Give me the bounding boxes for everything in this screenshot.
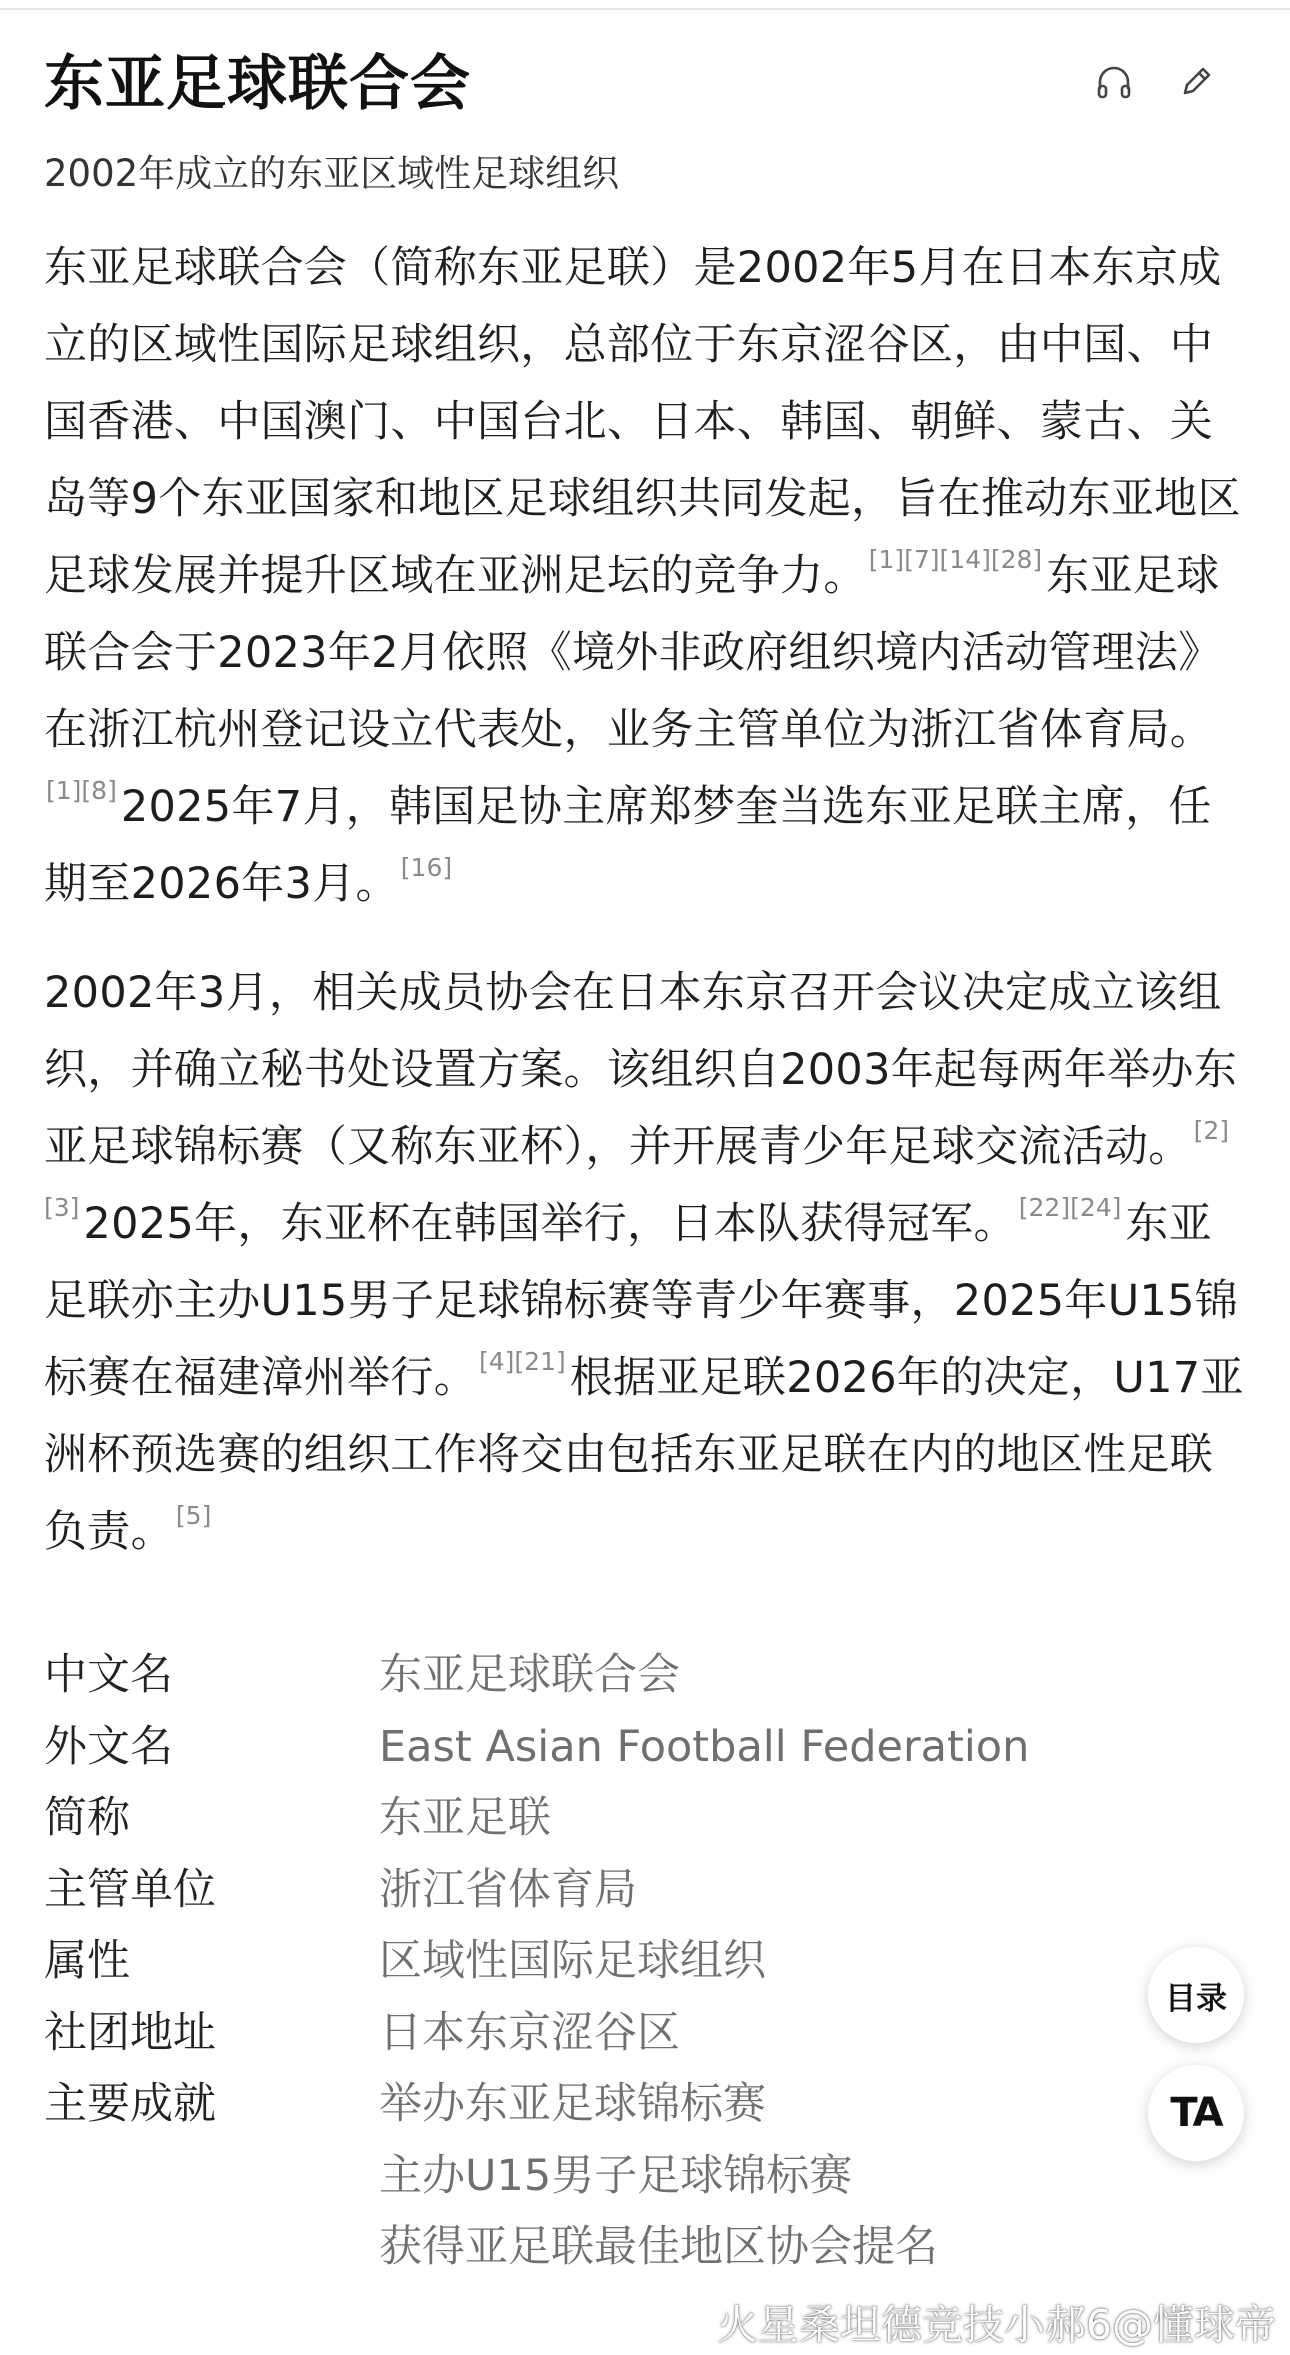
summary-paragraph <box>44 230 1249 923</box>
header-actions <box>1090 58 1220 106</box>
top-divider <box>0 0 1290 10</box>
paragraph-text: 根据亚足联2026年的决定，U17亚洲杯预选赛的组织工作将交由包括东亚足联在内的地区性足联负责。 <box>44 1353 1244 1557</box>
infobox-value: 东亚足联 <box>379 1793 551 1843</box>
reference-link[interactable]: [5] <box>175 1500 212 1530</box>
infobox-row-foreign-name <box>44 1712 1144 1784</box>
reference-link[interactable]: [2][3] <box>44 1115 1230 1222</box>
paragraph-text: 东亚足球联合会于2023年2月依照《境外非政府组织境内活动管理法》在浙江杭州登记设立代表处，业务主管单位为浙江省体育局。 <box>44 551 1222 755</box>
reference-link[interactable]: [22][24] <box>1018 1192 1122 1222</box>
history-paragraph <box>44 955 1249 1571</box>
infobox-label: 外文名 <box>44 1721 173 1772</box>
infobox-label: 简称 <box>44 1793 130 1843</box>
infobox-row-attribute <box>44 1926 1144 1998</box>
infobox-value: 举办东亚足球锦标赛 <box>379 2079 766 2129</box>
infobox-value: East Asian Football Federation <box>379 1721 1030 1772</box>
reference-link[interactable]: [1][7][14][28] <box>868 544 1043 574</box>
paragraph-text: 东亚足联亦主办U15男子足球锦标赛等青少年赛事，2025年U15锦标赛在福建漳州举行。 <box>44 1199 1239 1403</box>
page-subtitle: 2002年成立的东亚区域性足球组织 <box>44 152 620 195</box>
table-of-contents-button[interactable]: 目录 <box>1148 1947 1244 2043</box>
infobox-value: 东亚足球联合会 <box>379 1650 680 1700</box>
paragraph-text: 2025年，东亚杯在韩国举行，日本队获得冠军。 <box>83 1199 1017 1249</box>
infobox-value: 日本东京涩谷区 <box>379 2007 680 2058</box>
infobox-value-list <box>379 2069 938 2284</box>
infobox-row-abbreviation <box>44 1783 1144 1855</box>
infobox-row-achievements <box>44 2069 1144 2284</box>
infobox-value: 区域性国际足球组织 <box>379 1936 766 1986</box>
text-size-button[interactable]: TA <box>1148 2065 1244 2161</box>
paragraph-text: 2002年3月，相关成员协会在日本东京召开会议决定成立该组织，并确立秘书处设置方案。该组织自2003年起每两年举办东亚足球锦标赛（又称东亚杯），并开展青少年足球交流活动。 <box>44 968 1238 1172</box>
infobox-value: 获得亚足联最佳地区协会提名 <box>379 2222 938 2272</box>
paragraph-text: 东亚足球联合会（简称东亚足联）是2002年5月在日本东京成立的区域性国际足球组织，总部位于东京涩谷区，由中国、中国香港、中国澳门、中国台北、日本、韩国、朝鲜、蒙古、关岛等9个东亚国家和地区足球组织共同发起，旨在推动东亚地区足球发展并提升区域在亚洲足坛的竞争力。 <box>44 243 1241 601</box>
page-title: 东亚足球联合会 <box>44 49 471 119</box>
infobox-value: 主办U15男子足球锦标赛 <box>379 2150 853 2201</box>
reference-link[interactable]: [16] <box>400 852 453 882</box>
infobox-label: 主管单位 <box>44 1864 216 1915</box>
paragraph-text: 2025年7月，韩国足协主席郑梦奎当选东亚足联主席，任期至2026年3月。 <box>44 782 1212 909</box>
infobox-row-address <box>44 1998 1144 2070</box>
infobox-value: 浙江省体育局 <box>379 1864 637 1915</box>
infobox <box>44 1640 1144 2284</box>
infobox-row-supervisor <box>44 1855 1144 1927</box>
infobox-label: 主要成就 <box>44 2079 216 2129</box>
watermark: 火星桑坦德竞技小郝6@懂球帝 <box>716 2301 1276 2349</box>
infobox-label: 中文名 <box>44 1650 173 1700</box>
infobox-row-chinese-name <box>44 1640 1144 1712</box>
edit-pencil-icon[interactable] <box>1172 58 1220 106</box>
infobox-label: 社团地址 <box>44 2007 216 2058</box>
reference-link[interactable]: [4][21] <box>479 1346 566 1376</box>
headphones-icon[interactable] <box>1090 58 1138 106</box>
reference-link[interactable]: [1][8] <box>46 775 117 805</box>
infobox-label: 属性 <box>44 1936 130 1986</box>
